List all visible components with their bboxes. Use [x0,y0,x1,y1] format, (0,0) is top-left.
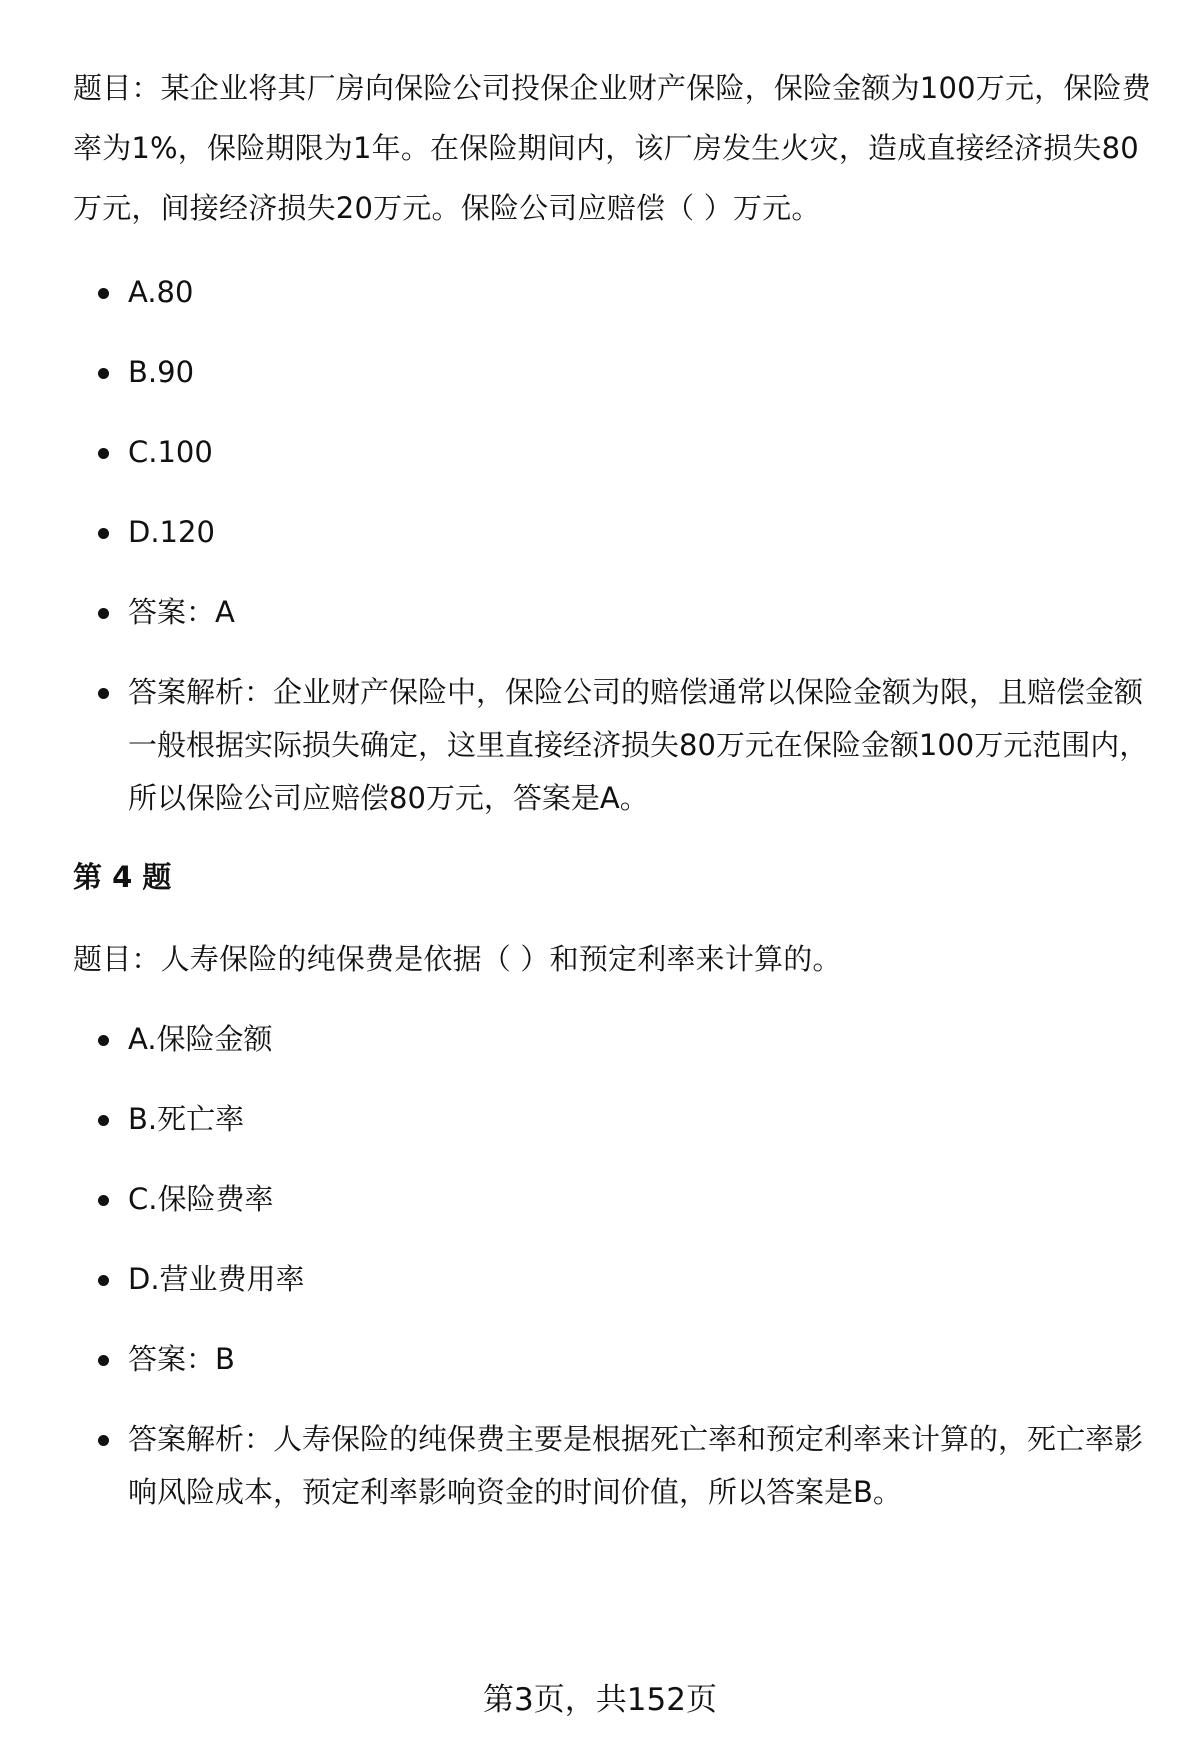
question-4-list [73,1009,1153,1519]
question-4-option-d: D.营业费用率 [73,1249,1153,1309]
question-3-option-c: C.100 [73,422,1153,482]
document-page [73,58,1153,1519]
question-4-analysis: 答案解析：人寿保险的纯保费主要是根据死亡率和预定利率来计算的，死亡率影响风险成本，预定利率影响资金的时间价值，所以答案是B。 [73,1409,1153,1519]
question-3-list [73,262,1153,825]
question-4-option-c: C.保险费率 [73,1169,1153,1229]
question-4-heading: 第 4 题 [73,860,172,894]
page-footer: 第3页，共152页 [483,1682,717,1718]
question-4-option-b: B.死亡率 [73,1089,1153,1149]
question-3-option-b: B.90 [73,342,1153,402]
question-3-option-a: A.80 [73,262,1153,322]
question-3-stem: 题目：某企业将其厂房向保险公司投保企业财产保险，保险金额为100万元，保险费率为1%，保险期限为1年。在保险期间内，该厂房发生火灾，造成直接经济损失80万元，间接经济损失20万元。保险公司应赔偿（ ）万元。 [73,71,1151,225]
question-3-answer: 答案：A [73,582,1153,642]
question-4-answer: 答案：B [73,1329,1153,1389]
question-3-analysis: 答案解析：企业财产保险中，保险公司的赔偿通常以保险金额为限，且赔偿金额一般根据实际损失确定，这里直接经济损失80万元在保险金额100万元范围内，所以保险公司应赔偿80万元，答案是A。 [73,662,1153,825]
question-4-stem: 题目：人寿保险的纯保费是依据（ ）和预定利率来计算的。 [73,942,842,976]
question-4-option-a: A.保险金额 [73,1009,1153,1069]
question-3-option-d: D.120 [73,502,1153,562]
